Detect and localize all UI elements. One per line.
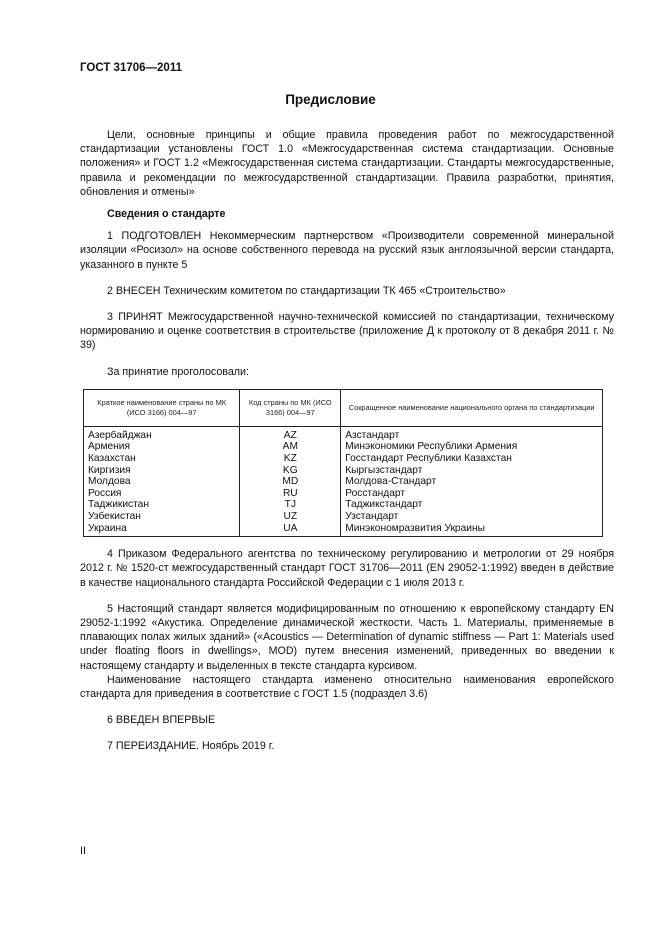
country-cell: Узбекистан [84, 511, 240, 523]
table-row [84, 499, 603, 511]
table-row [84, 476, 603, 488]
table-row [84, 465, 603, 477]
table-header-code: Код страны по МК (ИСО 3166) 004—97 [240, 389, 341, 426]
section-subheading: Сведения о стандарте [107, 208, 226, 221]
authority-cell: Госстандарт Республики Казахстан [341, 453, 603, 465]
authority-cell: Узстандарт [341, 511, 603, 523]
code-cell: MD [240, 476, 341, 488]
table-header-row [84, 389, 603, 426]
item-5-note-paragraph: Наименование настоящего стандарта изменено относительно наименования европейского стандарта для приведения в соответствие с ГОСТ 1.5 (подраздел 3.6) [80, 673, 614, 701]
item-2-paragraph: 2 ВНЕСЕН Техническим комитетом по стандартизации ТК 465 «Строительство» [107, 284, 506, 297]
item-1-paragraph: 1 ПОДГОТОВЛЕН Некоммерческим партнерством «Производители современной минеральной изоляции «Росизол» на основе собственного перевода на русский язык англоязычной версии стандарта, указанного в пункте 5 [80, 230, 614, 271]
page-title: Предисловие [285, 92, 376, 107]
table-row [84, 453, 603, 465]
table-row [84, 441, 603, 453]
country-cell: Азербайджан [84, 426, 240, 441]
voting-table [83, 389, 603, 537]
country-cell: Армения [84, 441, 240, 453]
authority-cell: Росстандарт [341, 488, 603, 500]
authority-cell: Кыргызстандарт [341, 465, 603, 477]
authority-cell: Минэкономразвития Украины [341, 523, 603, 537]
table-row [84, 511, 603, 523]
code-cell: RU [240, 488, 341, 500]
table-header-authority: Сокращенное наименование национального органа по стандартизации [341, 389, 603, 426]
table-header-country: Краткое наименование страны по МК (ИСО 3166) 004—97 [84, 389, 240, 426]
code-cell: KZ [240, 453, 341, 465]
authority-cell: Таджикстандарт [341, 499, 603, 511]
vote-label: За принятие проголосовали: [107, 365, 249, 378]
code-cell: UZ [240, 511, 341, 523]
document-header: ГОСТ 31706—2011 [80, 62, 182, 74]
code-cell: KG [240, 465, 341, 477]
authority-cell: Минэкономики Республики Армения [341, 441, 603, 453]
code-cell: AZ [240, 426, 341, 441]
country-cell: Таджикистан [84, 499, 240, 511]
document-body [80, 128, 614, 754]
country-cell: Украина [84, 523, 240, 537]
table-row [84, 523, 603, 537]
table-row [84, 488, 603, 500]
code-cell: AM [240, 441, 341, 453]
country-cell: Казахстан [84, 453, 240, 465]
item-6-paragraph: 6 ВВЕДЕН ВПЕРВЫЕ [107, 714, 216, 727]
page-number: II [80, 845, 87, 857]
code-cell: UA [240, 523, 341, 537]
item-4-paragraph: 4 Приказом Федерального агентства по техническому регулированию и метрологии от 29 ноября 2012 г. № 1520-ст межгосударственный стандарт ГОСТ 31706—2011 (EN 29052-1:1992) введен в действие в качестве национального стандарта Российской Федерации с 1 июля 2013 г. [80, 548, 614, 589]
table-row [84, 426, 603, 441]
code-cell: TJ [240, 499, 341, 511]
country-cell: Молдова [84, 476, 240, 488]
country-cell: Россия [84, 488, 240, 500]
authority-cell: Молдова-Стандарт [341, 476, 603, 488]
item-5-paragraph: 5 Настоящий стандарт является модифицированным по отношению к европейскому стандарту EN 29052-1:1992 «Акустика. Определение динамической жесткости. Часть 1. Материалы, применяемые в плавающих полах жилых зданий» («Acoustics — Determination of dynamic stiffness — Part 1: Materials used under floating floors in dwellings», MOD) путем внесения изменений, приведенных во введении к настоящему стандарту и выделенных в тексте стандарта курсивом. [80, 602, 614, 672]
item-7-paragraph: 7 ПЕРЕИЗДАНИЕ. Ноябрь 2019 г. [107, 740, 275, 753]
item-3-paragraph: 3 ПРИНЯТ Межгосударственной научно-технической комиссией по стандартизации, техническому нормированию и оценке соответствия в строительстве (приложение Д к протоколу от 8 декабря 2011 г. № 39) [80, 311, 614, 352]
intro-paragraph: Цели, основные принципы и общие правила проведения работ по межгосударственной стандартизации установлены ГОСТ 1.0 «Межгосударственная система стандартизации. Основные положения» и ГОСТ 1.2 «Межгосударственная система стандартизации. Стандарты межгосударственные, правила и рекомендации по межгосударственной стандартизации. Правила разработки, принятия, обновления и отмены» [80, 129, 614, 198]
country-cell: Киргизия [84, 465, 240, 477]
authority-cell: Азстандарт [341, 426, 603, 441]
